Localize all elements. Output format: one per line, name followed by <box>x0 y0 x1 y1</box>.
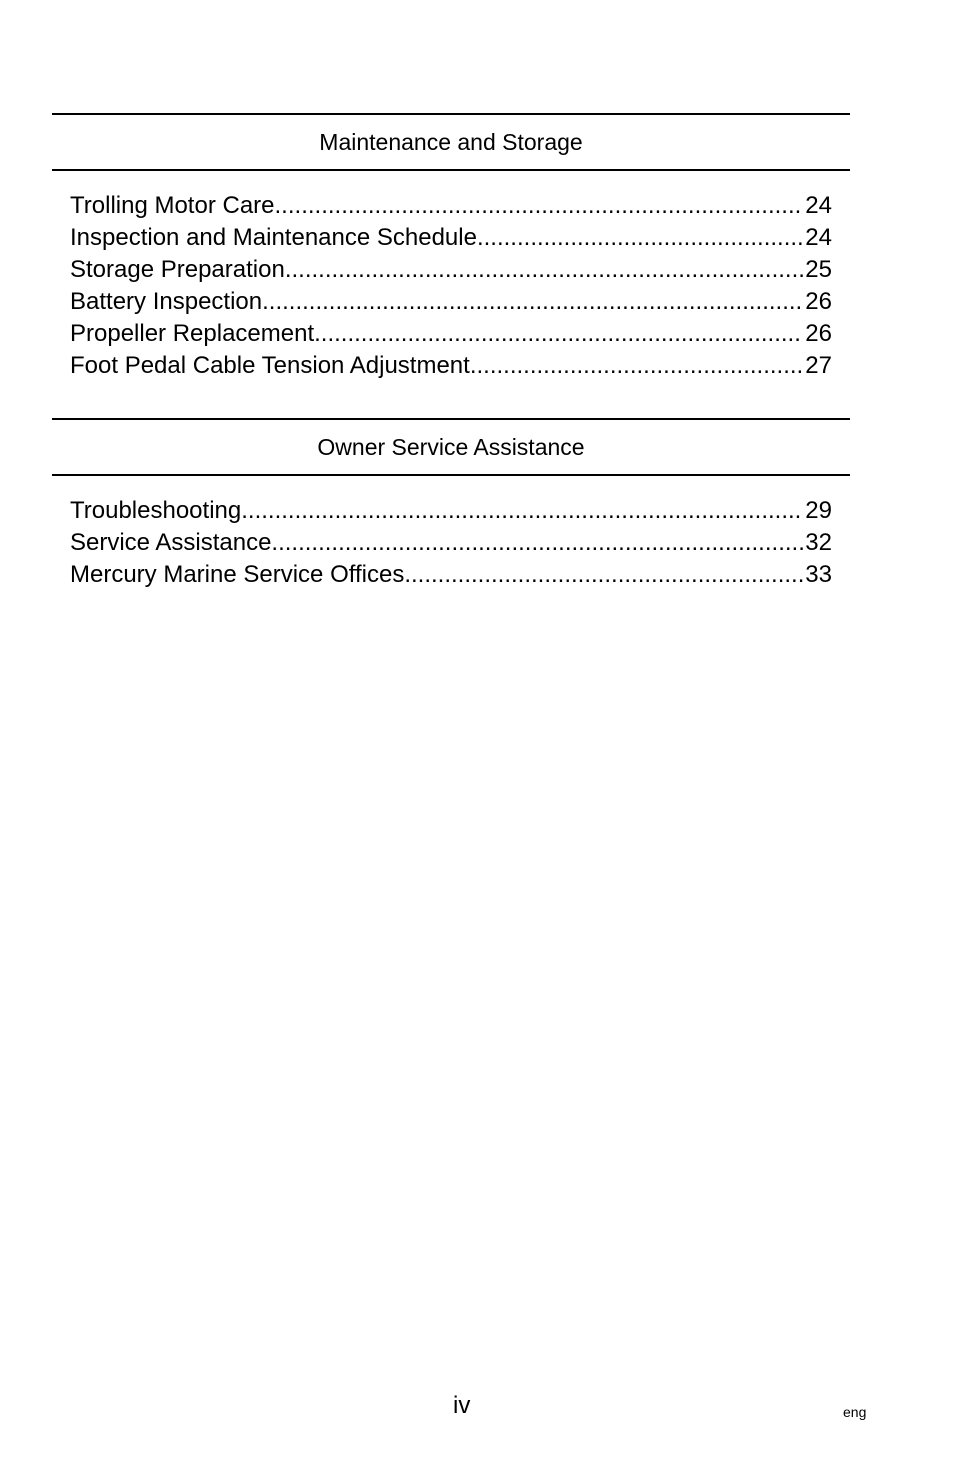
toc-entry[interactable] <box>52 192 850 224</box>
toc-entry[interactable] <box>52 561 850 593</box>
toc-entry-page: 29 <box>805 497 832 524</box>
dot-leader <box>275 192 804 220</box>
dot-leader <box>314 320 803 348</box>
toc-entry-page: 26 <box>805 320 832 347</box>
section-heading: Maintenance and Storage <box>52 113 850 171</box>
toc-entry[interactable] <box>52 320 850 352</box>
dot-leader <box>262 288 803 316</box>
toc-entry[interactable] <box>52 224 850 256</box>
toc-entry-page: 33 <box>805 561 832 588</box>
toc-list <box>52 192 850 384</box>
toc-section-owner-service-assistance <box>52 418 850 593</box>
dot-leader <box>241 497 803 525</box>
toc-entry-title: Troubleshooting <box>70 497 242 524</box>
toc-entry-page: 24 <box>805 192 832 219</box>
page-number: iv <box>453 1392 471 1419</box>
toc-entry-title: Storage Preparation <box>70 256 285 283</box>
toc-entry[interactable] <box>52 288 850 320</box>
toc-entry[interactable] <box>52 497 850 529</box>
dot-leader <box>477 224 803 252</box>
toc-entry-title: Inspection and Maintenance Schedule <box>70 224 477 251</box>
toc-entry[interactable] <box>52 352 850 384</box>
toc-entry[interactable] <box>52 256 850 288</box>
dot-leader <box>404 561 803 589</box>
toc-entry-title: Service Assistance <box>70 529 272 556</box>
toc-entry-page: 24 <box>805 224 832 251</box>
toc-entry-title: Battery Inspection <box>70 288 263 315</box>
section-heading: Owner Service Assistance <box>52 418 850 476</box>
toc-entry-page: 26 <box>805 288 832 315</box>
dot-leader <box>470 352 803 380</box>
dot-leader <box>271 529 803 557</box>
toc-entry-page: 32 <box>805 529 832 556</box>
toc-list <box>52 497 850 593</box>
toc-entry-page: 27 <box>805 352 832 379</box>
language-tag: eng <box>843 1404 867 1420</box>
toc-section-maintenance-and-storage <box>52 113 850 384</box>
dot-leader <box>285 256 803 284</box>
toc-entry-title: Propeller Replacement <box>70 320 315 347</box>
toc-entry[interactable] <box>52 529 850 561</box>
toc-entry-title: Foot Pedal Cable Tension Adjustment <box>70 352 470 379</box>
toc-entry-title: Trolling Motor Care <box>70 192 275 219</box>
toc-entry-title: Mercury Marine Service Offices <box>70 561 405 588</box>
toc-entry-page: 25 <box>805 256 832 283</box>
